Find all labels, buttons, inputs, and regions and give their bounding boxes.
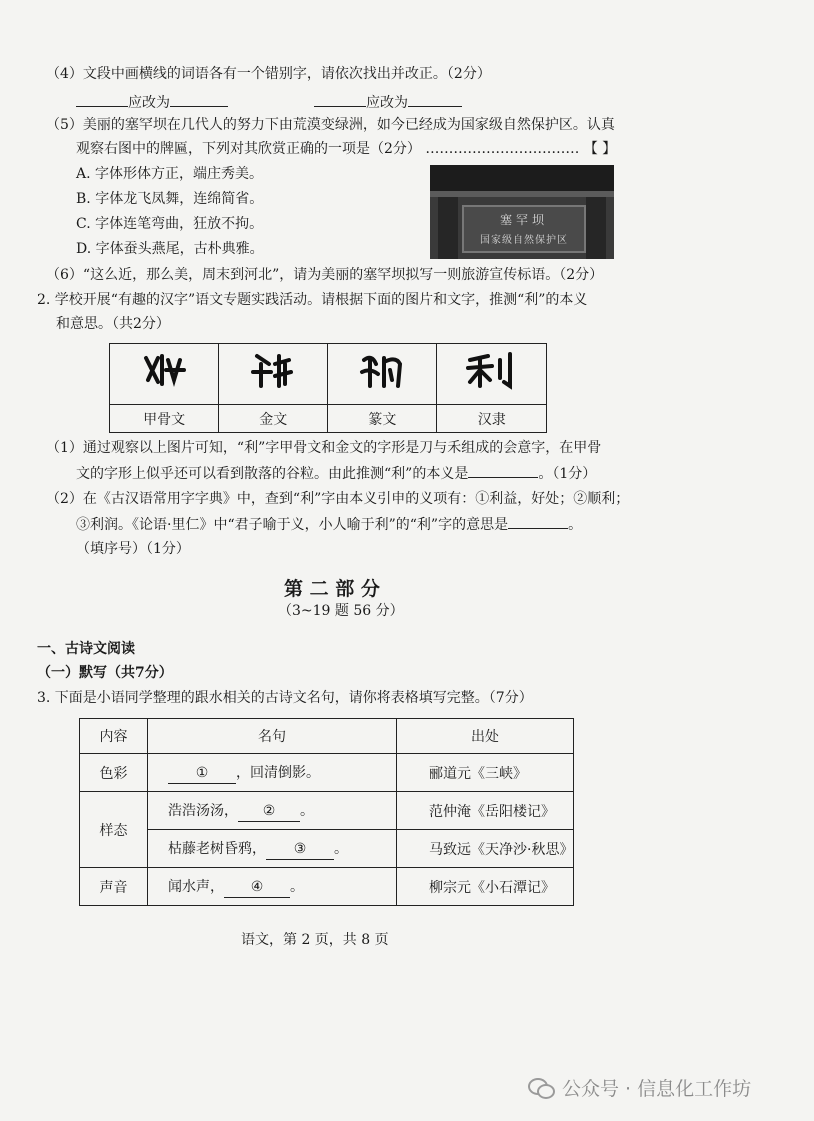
q5-line2: 观察右图中的牌匾，下列对其欣赏正确的一项是（2分） …………………………… 【 】 — [76, 141, 617, 157]
script-evolution-table — [109, 343, 547, 433]
category-sound: 声音 — [80, 868, 148, 906]
part2-subtitle: （3~19 题 56 分） — [278, 603, 404, 619]
plaque-pillar-right — [586, 197, 606, 259]
q4-corrections — [76, 92, 462, 113]
blank — [468, 463, 538, 478]
answer-blank-2[interactable] — [238, 803, 300, 822]
glyph-clerical — [437, 344, 547, 405]
section1-title: 一、古诗文阅读 — [37, 641, 135, 657]
q2-sub2-line1: （2）在《古汉语常用字字典》中，查到“利”字由本义引申的义项有：①利益，好处；②顺利； — [46, 491, 630, 507]
quote-4-end: 。 — [290, 878, 304, 895]
q2-sub1-line2 — [76, 463, 596, 484]
blank — [76, 92, 128, 107]
marker-2: ② — [262, 802, 276, 819]
source-1: 郦道元《三峡》 — [397, 754, 574, 792]
marker-4: ④ — [250, 878, 264, 895]
script-label: 甲骨文 — [110, 405, 219, 433]
quote-2 — [148, 792, 397, 830]
quote-1 — [148, 754, 397, 792]
quote-4 — [148, 868, 397, 906]
blank — [408, 92, 462, 107]
script-label: 篆文 — [328, 405, 437, 433]
q5-option-b: B. 字体龙飞凤舞，连绵简省。 — [76, 191, 264, 207]
plaque-text-2: 国家级自然保护区 — [480, 235, 568, 246]
q5-option-a: A. 字体形体方正，端庄秀美。 — [76, 166, 264, 182]
q2-sub2-line3: （填序号）（1分） — [76, 541, 190, 557]
watermark-text: 公众号 · 信息化工作坊 — [562, 1077, 752, 1100]
plaque-roof — [430, 165, 614, 191]
quote-2-text: 浩浩汤汤， — [168, 802, 238, 819]
poem-table — [79, 718, 574, 906]
source-3: 马致远《天净沙·秋思》 — [397, 830, 574, 868]
marker-1: ① — [195, 764, 209, 781]
q2-line2: 和意思。（共2分） — [56, 316, 170, 332]
watermark — [528, 1072, 751, 1102]
header-source: 出处 — [397, 719, 574, 754]
q6-text: （6）“这么近，那么美，周末到河北”，请为美丽的塞罕坝拟写一则旅游宣传标语。（2分） — [46, 267, 604, 283]
q3-text: 3. 下面是小语同学整理的跟水相关的古诗文名句，请你将表格填写完整。（7分） — [37, 690, 533, 706]
header-content: 内容 — [80, 719, 148, 754]
script-label: 汉隶 — [437, 405, 547, 433]
q2-sub1-text: 文的字形上似乎还可以看到散落的谷粒。由此推测“利”的本义是 — [76, 466, 469, 482]
header-quote: 名句 — [148, 719, 397, 754]
blank — [314, 92, 366, 107]
correction-label: 应改为 — [128, 95, 170, 111]
category-form: 样态 — [80, 792, 148, 868]
source-4: 柳宗元《小石潭记》 — [397, 868, 574, 906]
seal-glyph-icon — [358, 350, 406, 390]
quote-3-end: 。 — [334, 840, 348, 857]
q2-sub1-score: 。（1分） — [538, 466, 597, 482]
blank — [170, 92, 228, 107]
plaque-pillar-left — [438, 197, 458, 259]
q2-sub1-line1: （1）通过观察以上图片可知，“利”字甲骨文和金文的字形是刀与禾组成的会意字，在甲骨 — [46, 440, 602, 456]
answer-blank-4[interactable] — [224, 879, 290, 898]
bronze-glyph-icon — [249, 350, 297, 390]
q5-option-c: C. 字体连笔弯曲，狂放不拘。 — [76, 216, 264, 232]
q2-line1: 2. 学校开展“有趣的汉字”语文专题实践活动。请根据下面的图片和文字，推测“利”的本义 — [37, 292, 588, 308]
wechat-icon — [528, 1076, 554, 1098]
marker-3: ③ — [293, 840, 307, 857]
clerical-glyph-icon — [464, 350, 520, 390]
script-label: 金文 — [219, 405, 328, 433]
answer-blank-3[interactable] — [266, 841, 334, 860]
q2-sub2-text: ③利润。《论语·里仁》中“君子喻于义，小人喻于利”的“利”字的意思是 — [76, 517, 509, 533]
blank — [508, 514, 568, 529]
quote-3-text: 枯藤老树昏鸦， — [168, 840, 266, 857]
quote-1-text: ，回清倒影。 — [236, 764, 320, 781]
part2-title: 第 二 部 分 — [284, 578, 380, 600]
plaque-text-1: 塞罕坝 — [499, 213, 548, 227]
plaque-image — [430, 165, 614, 259]
glyph-seal — [328, 344, 437, 405]
q5-option-d: D. 字体蚕头燕尾，古朴典雅。 — [76, 241, 264, 257]
correction-label: 应改为 — [366, 95, 408, 111]
q5-line1: （5）美丽的塞罕坝在几代人的努力下由荒漠变绿洲，如今已经成为国家级自然保护区。认真 — [46, 117, 615, 133]
plaque-board — [462, 205, 586, 253]
page-footer: 语文，第 2 页，共 8 页 — [241, 932, 389, 948]
q4-text: （4）文段中画横线的词语各有一个错别字，请依次找出并改正。（2分） — [46, 66, 491, 82]
glyph-oracle — [110, 344, 219, 405]
quote-2-end: 。 — [300, 802, 314, 819]
source-2: 范仲淹《岳阳楼记》 — [397, 792, 574, 830]
quote-3 — [148, 830, 397, 868]
q2-sub2-end: 。 — [568, 517, 583, 533]
quote-4-text: 闻水声， — [168, 878, 224, 895]
answer-blank-1[interactable] — [168, 765, 236, 784]
oracle-glyph-icon — [140, 350, 188, 390]
category-color: 色彩 — [80, 754, 148, 792]
section1-sub: （一）默写（共7分） — [37, 665, 173, 681]
glyph-bronze — [219, 344, 328, 405]
q2-sub2-line2 — [76, 514, 582, 535]
